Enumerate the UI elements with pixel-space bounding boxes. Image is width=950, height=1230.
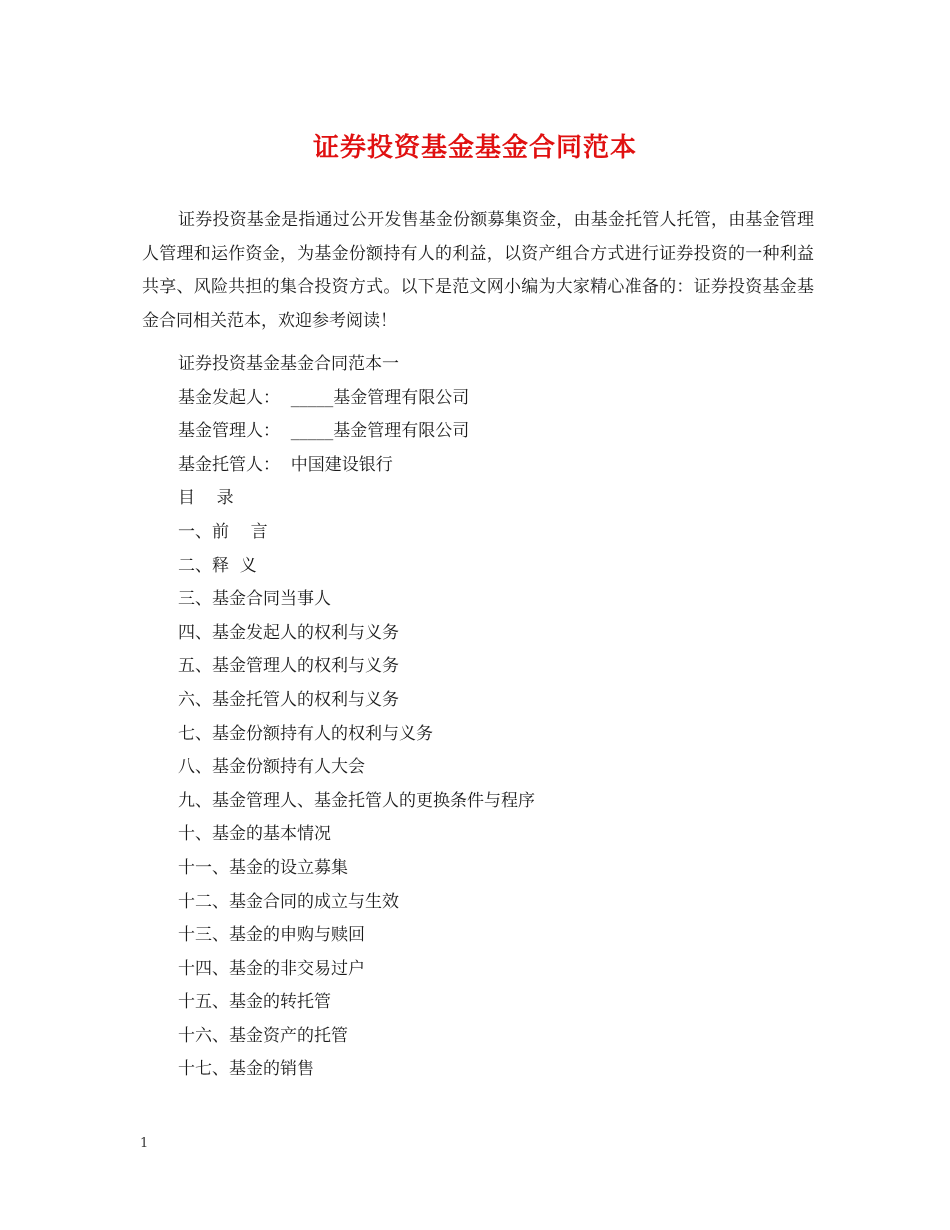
toc-item: 十七、基金的销售 <box>178 1059 314 1080</box>
fund-sponsor-line: 基金发起人： _____基金管理有限公司 <box>178 387 470 408</box>
toc-heading: 目 录 <box>178 488 234 509</box>
toc-item: 九、基金管理人、基金托管人的更换条件与程序 <box>178 790 535 811</box>
toc-item: 十一、基金的设立募集 <box>178 857 348 878</box>
toc-item: 十二、基金合同的成立与生效 <box>178 891 399 912</box>
toc-item: 八、基金份额持有人大会 <box>178 757 365 778</box>
toc-item: 六、基金托管人的权利与义务 <box>178 689 399 710</box>
subtitle-line: 证券投资基金基金合同范本一 <box>178 354 399 374</box>
toc-item: 三、基金合同当事人 <box>178 589 331 610</box>
fund-manager-line: 基金管理人： _____基金管理有限公司 <box>178 421 470 442</box>
toc-item: 二、释 义 <box>178 555 257 576</box>
toc-item: 一、前 言 <box>178 521 268 542</box>
toc-item: 十四、基金的非交易过户 <box>178 958 365 979</box>
toc-item: 七、基金份额持有人的权利与义务 <box>178 723 433 744</box>
fund-custodian-line: 基金托管人： 中国建设银行 <box>178 454 393 475</box>
toc-item: 十六、基金资产的托管 <box>178 1025 348 1046</box>
toc-item: 四、基金发起人的权利与义务 <box>178 622 399 643</box>
intro-paragraph: 证券投资基金是指通过公开发售基金份额募集资金，由基金托管人托管，由基金管理人管理和运作资金，为基金份额持有人的利益，以资产组合方式进行证券投资的一种利益共享、风险共担的集合投资方式。以下是范文网小编为大家精心准备的：证券投资基金基金合同相关范本，欢迎参考阅读！ <box>142 210 814 331</box>
page-title: 证券投资基金基金合同范本 <box>312 133 637 163</box>
contents-list <box>178 348 818 1087</box>
toc-item: 五、基金管理人的权利与义务 <box>178 656 399 677</box>
toc-item: 十五、基金的转托管 <box>178 992 331 1013</box>
toc-item: 十、基金的基本情况 <box>178 824 331 845</box>
toc-item: 十三、基金的申购与赎回 <box>178 925 365 946</box>
page-number: 1 <box>140 1136 149 1151</box>
